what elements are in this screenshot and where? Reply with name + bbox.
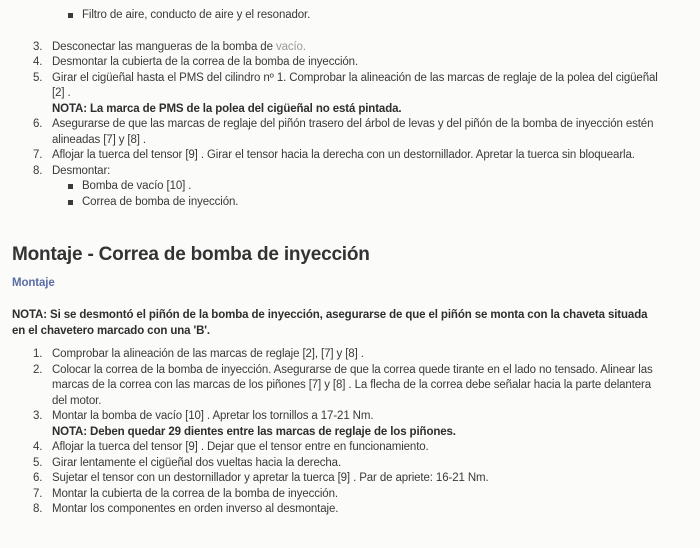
bullet-item-label: Filtro de aire, conducto de aire y el resonador. (82, 9, 311, 21)
step-text (52, 409, 658, 440)
removal-steps-list (33, 40, 660, 211)
step-number: 5. (33, 71, 43, 84)
step-number: 7. (33, 487, 43, 500)
step-item (33, 71, 658, 118)
step-text: Aflojar la tuerca del tensor [9] . Girar el tensor hacia la derecha con un destornillador. Apretar la tuerca sin bloquearla. (52, 149, 635, 161)
step-text-main: Desconectar las mangueras de la bomba de (52, 40, 276, 53)
step-item (33, 117, 658, 148)
step-text (52, 71, 658, 118)
step-item (33, 164, 658, 211)
note-text: NOTA: La marca de PMS de la polea del cigüeñal no está pintada. (52, 102, 402, 115)
step-text-main: Desmontar: (52, 164, 111, 177)
section-subtitle: Montaje (12, 277, 55, 289)
step-number: 8. (33, 164, 43, 177)
square-bullet-icon (68, 200, 73, 205)
montaje-note: NOTA: Si se desmontó el piñón de la bomba de inyección, asegurarse de que el piñón se monta con la chaveta situada en el chavetero marcado con una 'B'. (12, 309, 648, 337)
step-number: 5. (33, 456, 43, 469)
step-item (33, 55, 658, 71)
square-bullet-icon (68, 184, 73, 189)
step-number: 4. (33, 56, 43, 68)
step-item (33, 363, 658, 410)
step-number: 1. (33, 348, 43, 360)
step-number: 3. (33, 410, 43, 422)
step-item (33, 40, 658, 56)
step-number: 2. (33, 363, 43, 376)
step-text: Desmontar la cubierta de la correa de la bomba de inyección. (52, 56, 359, 68)
montaje-steps-list (33, 347, 660, 518)
bullet-item-vacuum-pump (68, 179, 658, 195)
step-item (33, 456, 658, 472)
step-text: Montar la cubierta de la correa de la bomba de inyección. (52, 487, 338, 500)
step-text-main: Montar la bomba de vacío [10] . Apretar los tornillos a 17-21 Nm. (52, 410, 374, 422)
step-text (52, 40, 658, 56)
step-number: 6. (33, 118, 43, 130)
step-item (33, 502, 658, 518)
step-item (33, 409, 658, 440)
step-number: 7. (33, 149, 43, 161)
step-item (33, 487, 658, 503)
step-item (33, 148, 658, 164)
bullet-item-injection-belt (68, 195, 658, 211)
step-item (33, 347, 658, 363)
step-item (33, 471, 658, 487)
vacio-link-text: vacío. (275, 40, 306, 53)
bullet-item-label: Correa de bomba de inyección. (82, 195, 239, 208)
step-number: 8. (33, 503, 43, 515)
step-text (52, 164, 658, 211)
step-text: Colocar la correa de la bomba de inyección. Asegurarse de que la correa quede tirante en el lado no tensado. Alinear las marcas de la correa con las marcas de los piñones [7] y [8] . La flecha de la correa debe señalar hacia la parte delantera del motor. (52, 363, 653, 407)
step-item (33, 440, 658, 456)
step-text: Aflojar la tuerca del tensor [9] . Dejar que el tensor entre en funcionamiento. (52, 441, 429, 453)
bullet-item-label: Bomba de vacío [10] . (82, 180, 192, 192)
step-text: Girar lentamente el cigüeñal dos vueltas hacia la derecha. (52, 456, 342, 469)
square-bullet-icon (68, 13, 73, 18)
bullet-item-air-filter (68, 8, 660, 24)
step-text: Sujetar el tensor con un destornillador y apretar la tuerca [9] . Par de apriete: 16-21 Nm. (52, 472, 489, 484)
step-text: Montar los componentes en orden inverso al desmontaje. (52, 503, 339, 515)
step-number: 6. (33, 472, 43, 484)
step-text: Comprobar la alineación de las marcas de reglaje [2], [7] y [8] . (52, 348, 364, 360)
step-text-main: Girar el cigüeñal hasta el PMS del cilindro nº 1. Comprobar la alineación de las marcas de reglaje de la polea del cigüeñal [2] . (52, 71, 658, 99)
section-title: Montaje - Correa de bomba de inyección (12, 244, 370, 265)
step-text: Asegurarse de que las marcas de reglaje del piñón trasero del árbol de levas y del piñón de la bomba de inyección estén alineadas [7] y [8] . (52, 118, 654, 146)
note-text: NOTA: Deben quedar 29 dientes entre las marcas de reglaje de los piñones. (52, 425, 456, 438)
step-number: 4. (33, 441, 43, 453)
step-number: 3. (33, 40, 43, 53)
